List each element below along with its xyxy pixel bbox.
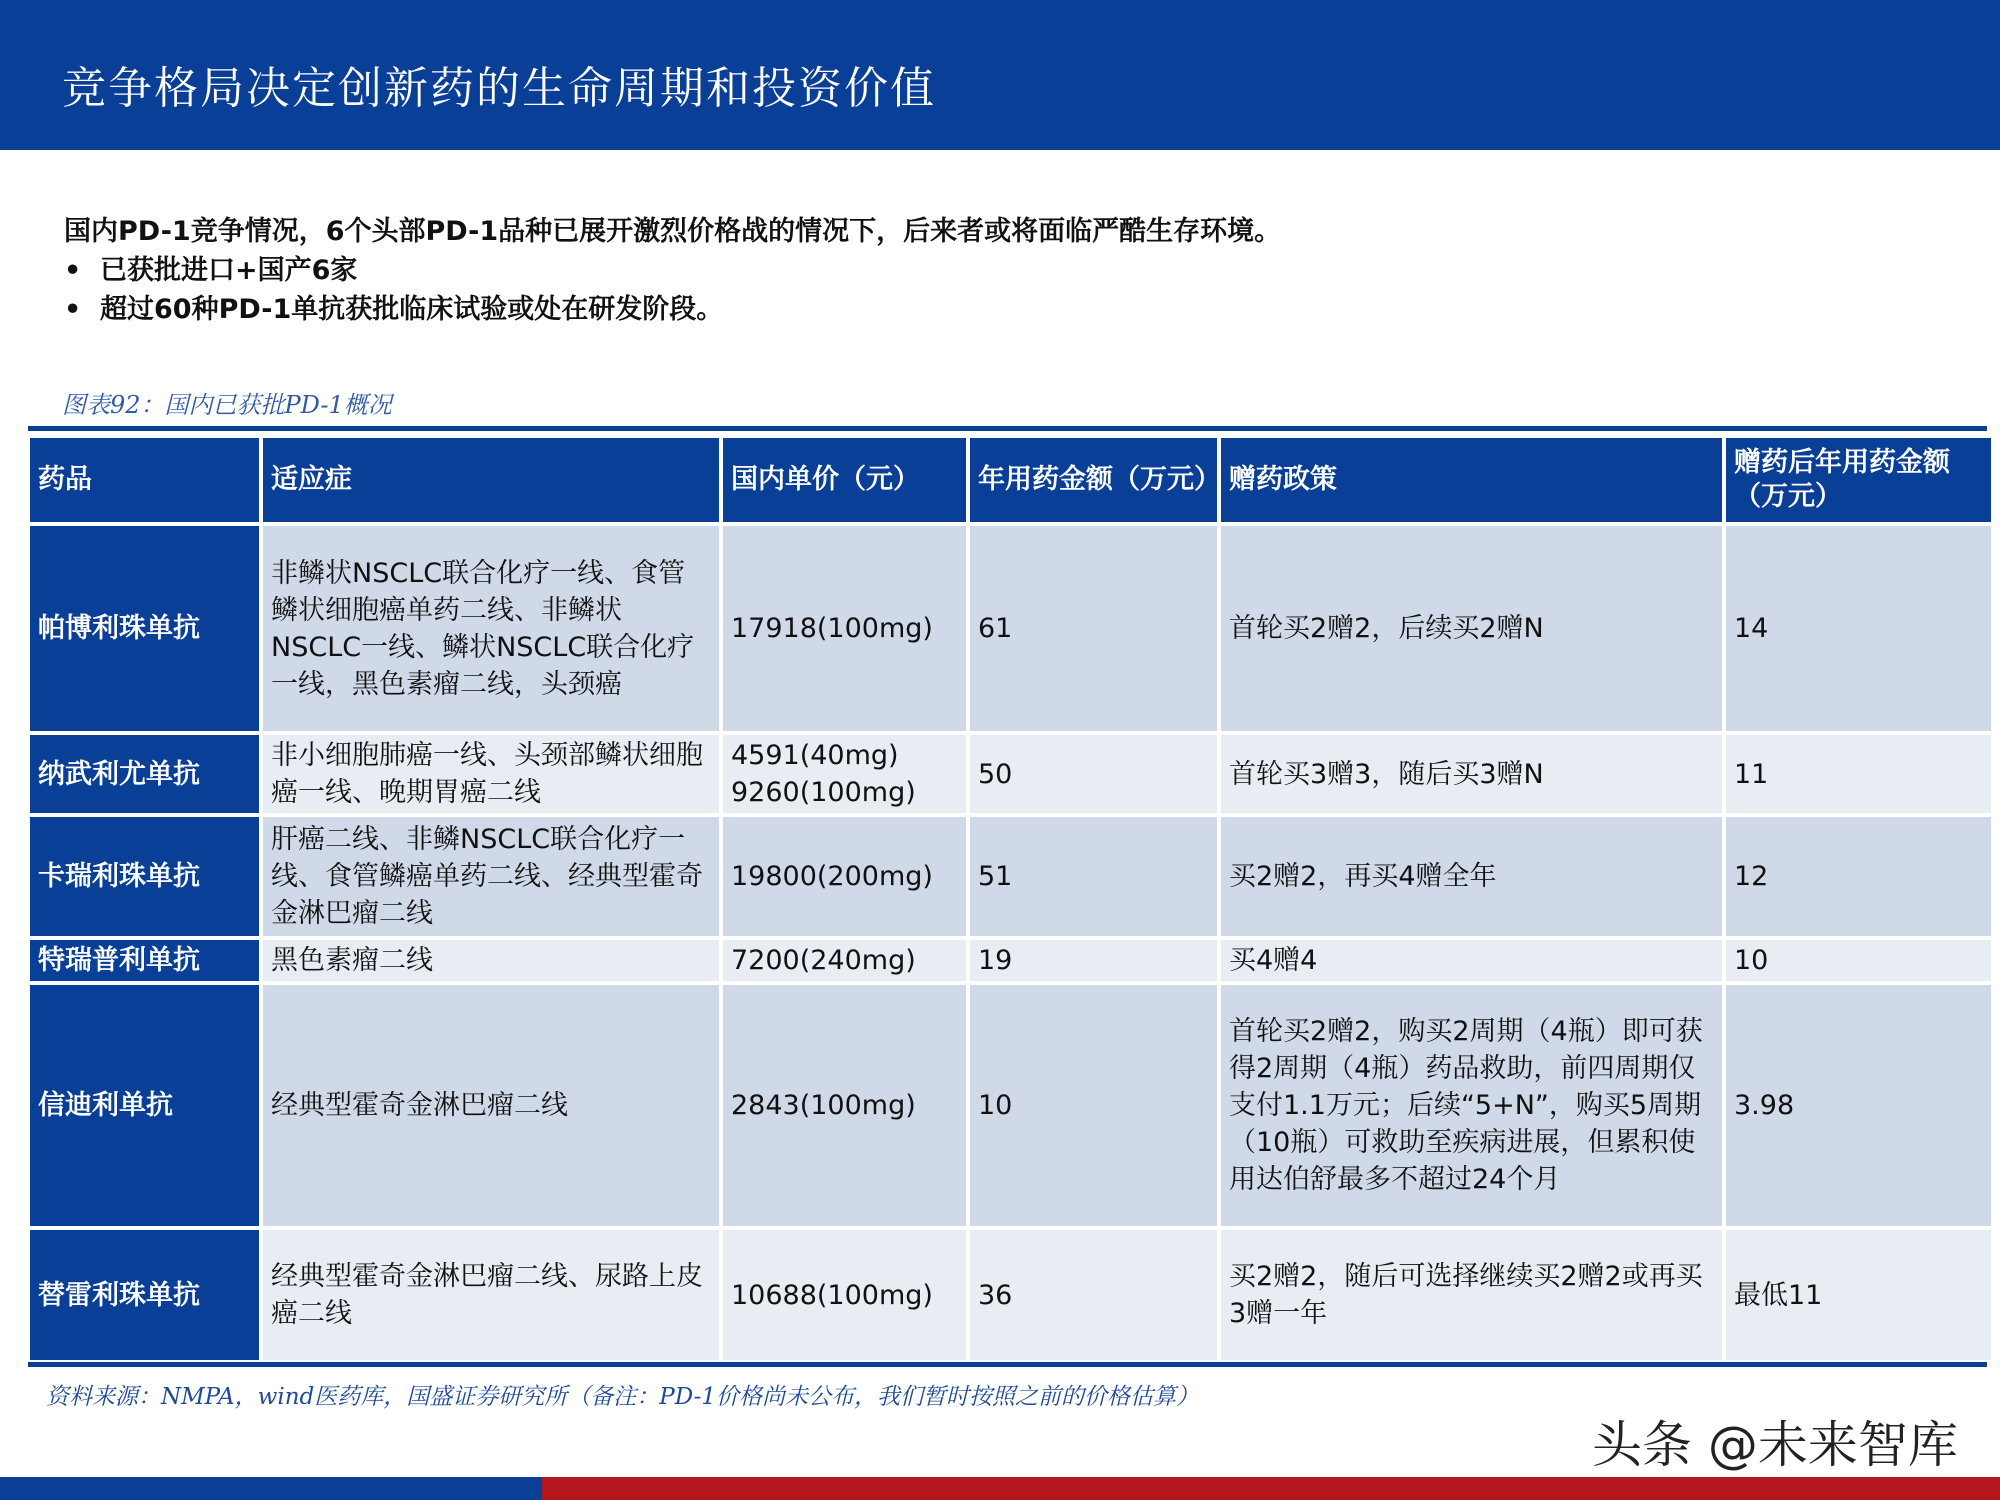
header-cell: 适应症 [263, 438, 719, 522]
drug-name-cell: 信迪利单抗 [30, 985, 259, 1226]
table-row [30, 817, 1991, 936]
page-title: 竞争格局决定创新药的生命周期和投资价值 [62, 63, 936, 114]
footer-bar-red [542, 1477, 2000, 1500]
unit-price-cell: 19800(200mg) [723, 817, 966, 936]
net-annual-cost-cell: 11 [1726, 735, 1991, 813]
unit-price-cell: 10688(100mg) [723, 1230, 966, 1360]
indication-cell: 非小细胞肺癌一线、头颈部鳞状细胞癌一线、晚期胃癌二线 [263, 735, 719, 813]
header-cell: 年用药金额（万元） [970, 438, 1217, 522]
bullet-item: • 已获批进口+国产6家 [64, 251, 1281, 290]
drug-name-cell: 帕博利珠单抗 [30, 526, 259, 731]
gift-policy-cell: 买4赠4 [1221, 940, 1722, 981]
indication-cell: 非鳞状NSCLC联合化疗一线、食管鳞状细胞癌单药二线、非鳞状NSCLC一线、鳞状NSCLC联合化疗一线，黑色素瘤二线，头颈癌 [263, 526, 719, 731]
table-header-row [30, 438, 1991, 522]
net-annual-cost-cell: 14 [1726, 526, 1991, 731]
unit-price-cell: 17918(100mg) [723, 526, 966, 731]
drug-name-cell: 特瑞普利单抗 [30, 940, 259, 981]
gift-policy-cell: 买2赠2，再买4赠全年 [1221, 817, 1722, 936]
table-row [30, 940, 1991, 981]
top-rule [28, 426, 1987, 431]
header-cell: 国内单价（元） [723, 438, 966, 522]
bottom-rule [28, 1362, 1987, 1367]
header-banner [0, 0, 2000, 150]
annual-cost-cell: 61 [970, 526, 1217, 731]
intro-text [64, 212, 1281, 329]
header-cell: 药品 [30, 438, 259, 522]
net-annual-cost-cell: 12 [1726, 817, 1991, 936]
annual-cost-cell: 10 [970, 985, 1217, 1226]
gift-policy-cell: 首轮买2赠2，后续买2赠N [1221, 526, 1722, 731]
source-note: 资料来源：NMPA，wind医药库，国盛证券研究所（备注：PD-1价格尚未公布，我们暂时按照之前的价格估算） [46, 1384, 1199, 1410]
annual-cost-cell: 50 [970, 735, 1217, 813]
figure-caption: 图表92：国内已获批PD-1概况 [62, 391, 392, 419]
drug-name-cell: 替雷利珠单抗 [30, 1230, 259, 1360]
gift-policy-cell: 买2赠2，随后可选择继续买2赠2或再买3赠一年 [1221, 1230, 1722, 1360]
unit-price-cell: 4591(40mg) 9260(100mg) [723, 735, 966, 813]
unit-price-cell: 7200(240mg) [723, 940, 966, 981]
table-row [30, 735, 1991, 813]
indication-cell: 黑色素瘤二线 [263, 940, 719, 981]
net-annual-cost-cell: 10 [1726, 940, 1991, 981]
header-cell: 赠药后年用药金额（万元） [1726, 438, 1991, 522]
drug-name-cell: 卡瑞利珠单抗 [30, 817, 259, 936]
table-row [30, 1230, 1991, 1360]
gift-policy-cell: 首轮买3赠3，随后买3赠N [1221, 735, 1722, 813]
drug-name-cell: 纳武利尤单抗 [30, 735, 259, 813]
header-cell: 赠药政策 [1221, 438, 1722, 522]
annual-cost-cell: 19 [970, 940, 1217, 981]
watermark: 头条 @未来智库 [1592, 1416, 1958, 1474]
table-row [30, 526, 1991, 731]
annual-cost-cell: 51 [970, 817, 1217, 936]
indication-cell: 经典型霍奇金淋巴瘤二线 [263, 985, 719, 1226]
annual-cost-cell: 36 [970, 1230, 1217, 1360]
table-row [30, 985, 1991, 1226]
net-annual-cost-cell: 最低11 [1726, 1230, 1991, 1360]
unit-price-cell: 2843(100mg) [723, 985, 966, 1226]
gift-policy-cell: 首轮买2赠2，购买2周期（4瓶）即可获得2周期（4瓶）药品救助，前四周期仅支付1.1万元；后续“5+N”，购买5周期（10瓶）可救助至疾病进展，但累积使用达伯舒最多不超过24个月 [1221, 985, 1722, 1226]
indication-cell: 肝癌二线、非鳞NSCLC联合化疗一线、食管鳞癌单药二线、经典型霍奇金淋巴瘤二线 [263, 817, 719, 936]
indication-cell: 经典型霍奇金淋巴瘤二线、尿路上皮癌二线 [263, 1230, 719, 1360]
pd1-table [26, 434, 1995, 1364]
net-annual-cost-cell: 3.98 [1726, 985, 1991, 1226]
footer-bar-blue [0, 1477, 542, 1500]
intro-lead: 国内PD-1竞争情况，6个头部PD-1品种已展开激烈价格战的情况下，后来者或将面临严酷生存环境。 [64, 216, 1282, 247]
bullet-item: • 超过60种PD-1单抗获批临床试验或处在研发阶段。 [64, 290, 1281, 329]
